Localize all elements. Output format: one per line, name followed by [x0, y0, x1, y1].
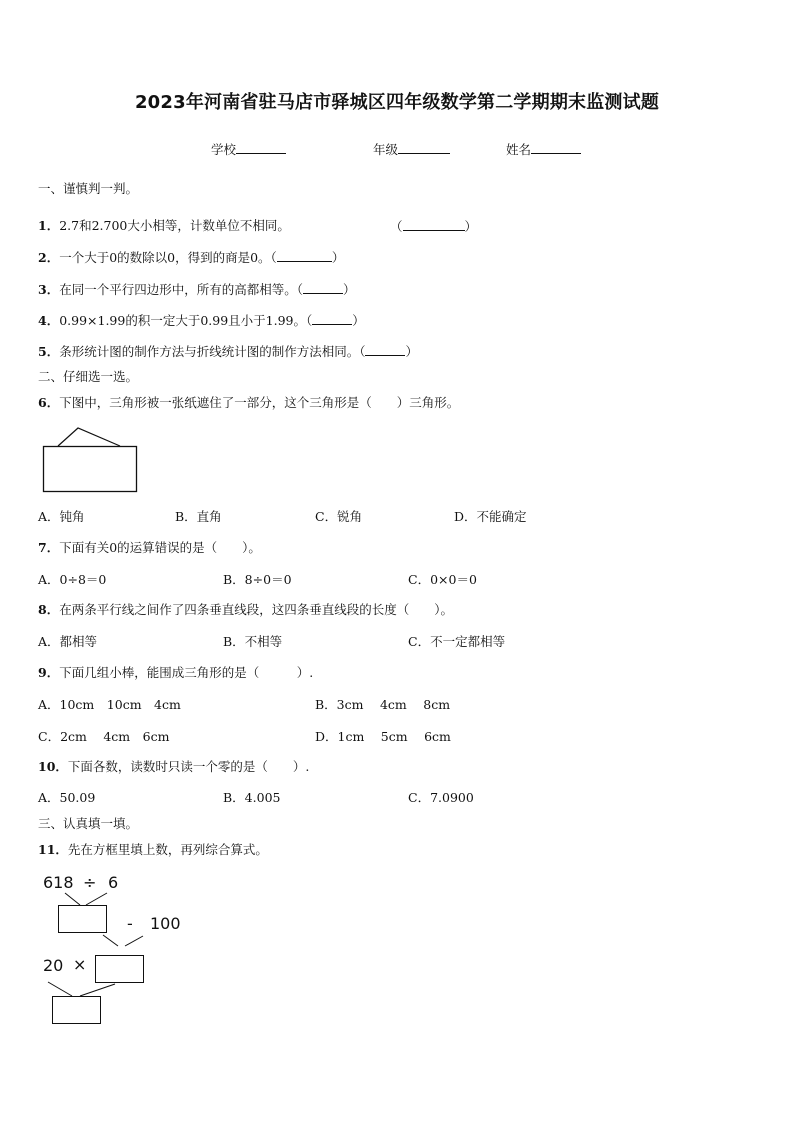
page-title: 2023年河南省驻马店市驿城区四年级数学第二学期期末监测试题: [134, 92, 660, 113]
name-label: 姓名: [506, 142, 532, 157]
option-7c[interactable]: C．0×0＝0: [408, 572, 477, 587]
question-text: 下图中，三角形被一张纸遮住了一部分，这个三角形是（ ）三角形。: [59, 395, 460, 410]
paren-right: ）: [405, 344, 418, 359]
paren-right: ）: [352, 313, 365, 328]
question-number: 10．: [38, 759, 68, 774]
connector-line: [125, 936, 143, 946]
option-6c[interactable]: C．锐角: [315, 509, 363, 524]
paren-right: ）: [331, 250, 345, 265]
section-heading-3: 三、认真填一填。: [38, 816, 139, 831]
question-number: 8．: [38, 602, 60, 617]
section-heading-1: 一、谨慎判一判。: [38, 181, 139, 196]
question-number: 4．: [38, 313, 60, 328]
question-number: 6．: [38, 395, 60, 410]
question-text: 先在方框里填上数，再列综合算式。: [67, 842, 268, 857]
option-6b[interactable]: B．直角: [175, 509, 222, 524]
option-9c[interactable]: C．2cm 4cm 6cm: [38, 729, 170, 744]
question-number: 7．: [38, 540, 60, 555]
question-number: 2．: [38, 250, 60, 265]
question-text: 0.99×1.99的积一定大于0.99且小于1.99。（: [59, 313, 313, 328]
option-7a[interactable]: A．0÷8＝0: [38, 572, 107, 587]
option-8b[interactable]: B．不相等: [223, 634, 283, 649]
number-6: 6: [108, 873, 119, 892]
minus-sign: -: [127, 914, 133, 933]
connector-line: [80, 984, 115, 996]
question-text: 条形统计图的制作方法与折线统计图的制作方法相同。（: [59, 344, 366, 359]
option-10c[interactable]: C．7.0900: [408, 790, 474, 805]
question-text: 下面各数，读数时只读一个零的是（ ）.: [67, 759, 310, 774]
question-text: 下面几组小棒，能围成三角形的是（ ）.: [59, 665, 314, 680]
option-9b[interactable]: B．3cm 4cm 8cm: [315, 697, 451, 712]
number-618: 618: [43, 873, 74, 892]
paren-right: ）: [342, 282, 356, 297]
question-text: 一个大于0的数除以0，得到的商是0。（: [59, 250, 277, 265]
number-20: 20: [43, 956, 64, 975]
question-text: 在同一个平行四边形中，所有的高都相等。（: [59, 282, 303, 297]
connector-line: [65, 893, 80, 905]
question-number: 1．: [38, 218, 60, 233]
grade-label: 年级: [373, 142, 399, 157]
answer-box-3[interactable]: [53, 997, 101, 1024]
option-10a[interactable]: A．50.09: [38, 790, 96, 805]
times-sign: ×: [73, 955, 87, 974]
question-number: 11．: [38, 842, 68, 857]
option-10b[interactable]: B．4.005: [223, 790, 281, 805]
answer-box-1[interactable]: [59, 906, 107, 933]
connector-line: [48, 982, 72, 996]
answer-box-2[interactable]: [96, 956, 144, 983]
question-text: 2.7和2.700大小相等，计数单位不相同。: [59, 218, 290, 233]
paren-left: （: [390, 219, 403, 234]
connector-line: [103, 935, 118, 946]
paren-right: ）: [464, 219, 478, 234]
option-6a[interactable]: A．钝角: [38, 509, 85, 524]
question-number: 3．: [38, 282, 60, 297]
option-8c[interactable]: C．不一定都相等: [408, 634, 506, 649]
question-text: 下面有关0的运算错误的是（ ）。: [59, 540, 261, 555]
question-number: 5．: [38, 344, 60, 359]
option-7b[interactable]: B．8÷0＝0: [223, 572, 292, 587]
option-8a[interactable]: A．都相等: [38, 634, 98, 649]
section-heading-2: 二、仔细选一选。: [38, 369, 139, 384]
number-100: 100: [150, 914, 181, 933]
question-text: 在两条平行线之间作了四条垂直线段，这四条垂直线段的长度（ ）。: [59, 602, 453, 617]
connector-line: [86, 893, 107, 905]
question-number: 9．: [38, 665, 60, 680]
option-9d[interactable]: D．1cm 5cm 6cm: [315, 729, 451, 744]
option-6d[interactable]: D．不能确定: [454, 509, 527, 524]
divide-sign: ÷: [83, 873, 97, 892]
option-9a[interactable]: A．10cm 10cm 4cm: [38, 697, 181, 712]
school-label: 学校: [211, 142, 237, 157]
